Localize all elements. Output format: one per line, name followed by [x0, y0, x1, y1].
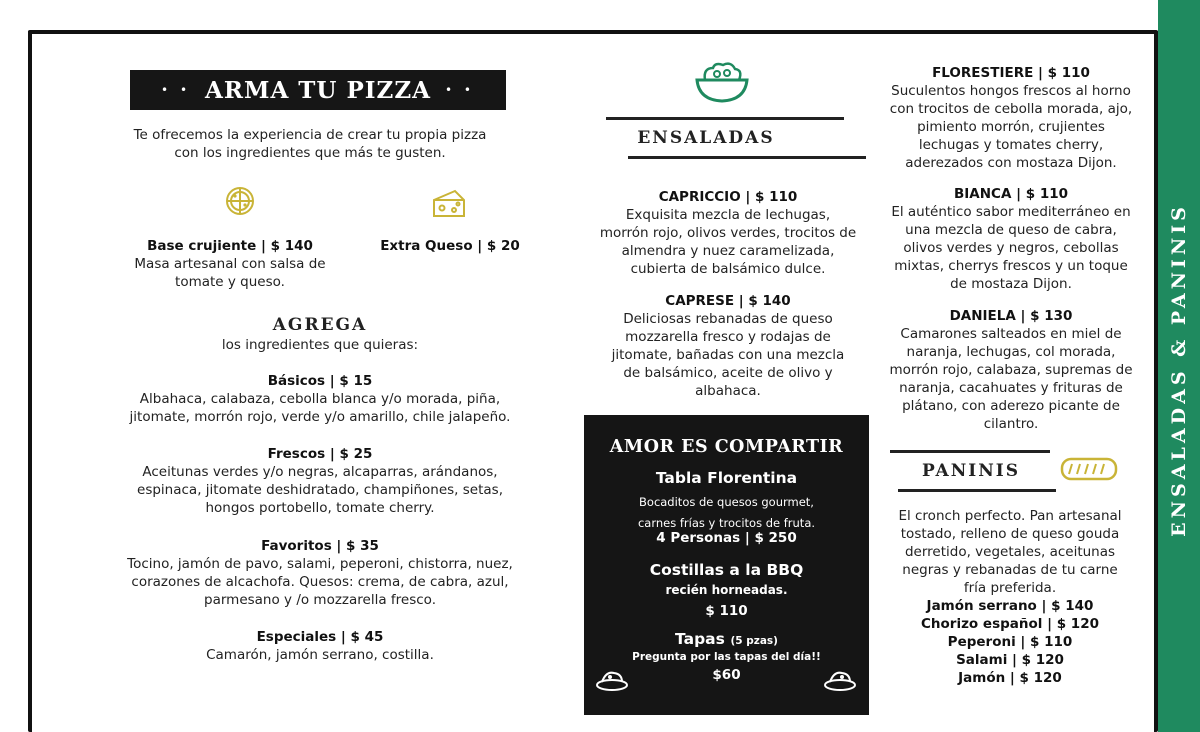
panini-icon — [1058, 454, 1120, 484]
agrega-subtitle: los ingredientes que quieras: — [221, 337, 419, 353]
salad-line: Deliciosas rebanadas de queso — [623, 311, 833, 327]
salad-line: naranja, lechugas, col morada, — [906, 344, 1116, 360]
paninis-desc — [868, 507, 1152, 597]
group-line: Aceitunas verdes y/o negras, alcaparras, arándanos, — [142, 464, 498, 480]
tapas-title: Tapas — [675, 630, 725, 648]
salad-line: cubierta de balsámico dulce. — [630, 261, 826, 277]
salad-line: almendra y nuez caramelizada, — [621, 243, 835, 259]
paninis-rule-top — [890, 450, 1050, 453]
salad-line: mozzarella fresco y rodajas de — [625, 329, 831, 345]
salad-line: naranja, cacahuates y frituras de — [899, 380, 1123, 396]
paninis-rule-bottom — [898, 489, 1056, 492]
group-title: Frescos | $ 25 — [267, 446, 373, 462]
panini-item: Peperoni | $ 110 — [947, 634, 1073, 650]
salad-line: mixtas, cherrys frescos y un toque — [894, 258, 1128, 274]
tabla-desc — [584, 492, 869, 534]
salad-line: jitomate, bañadas con una mezcla — [611, 347, 845, 363]
extra-queso-title: Extra Queso | $ 20 — [380, 238, 520, 254]
tabla-title: Tabla Florentina — [655, 469, 798, 487]
tapas-plate-icon-right — [822, 667, 858, 693]
salad-title: CAPRICCIO | $ 110 — [658, 189, 798, 205]
paninis-title: PANINIS — [922, 461, 1020, 481]
salad-title: BIANCA | $ 110 — [953, 186, 1069, 202]
amor-title: AMOR ES COMPARTIR — [609, 437, 844, 457]
salad-line: Exquisita mezcla de lechugas, — [625, 207, 831, 223]
salad-item — [868, 185, 1154, 293]
salad-line: con trocitos de cebolla morada, ajo, — [889, 101, 1133, 117]
costillas-sub: recién horneadas. — [665, 583, 788, 597]
intro-line: Te ofrecemos la experiencia de crear tu propia pizza — [133, 127, 487, 143]
salad-line: cilantro. — [983, 416, 1039, 432]
ensaladas-rule-bottom — [628, 156, 866, 159]
salad-item — [578, 188, 878, 278]
intro-line: con los ingredientes que más te gusten. — [174, 145, 446, 161]
paninis-desc-line: negras y rebanadas de tu carne — [902, 562, 1118, 578]
costillas-title: Costillas a la BBQ — [649, 561, 804, 579]
panini-item: Salami | $ 120 — [956, 652, 1064, 668]
group-title: Favoritos | $ 35 — [261, 538, 379, 554]
salad-line: pimiento morrón, crujientes — [917, 119, 1105, 135]
salad-line: aderezados con mostaza Dijon. — [905, 155, 1117, 171]
salad-line: El auténtico sabor mediterráneo en — [891, 204, 1131, 220]
salad-line: lechugas y tomates cherry, — [918, 137, 1104, 153]
base-desc: tomate y queso. — [175, 274, 285, 290]
group-line: Camarón, jamón serrano, costilla. — [206, 647, 434, 663]
group-line: parmesano y /o mozzarella fresco. — [204, 592, 436, 608]
group-title: Especiales | $ 45 — [256, 629, 384, 645]
ingredient-group — [90, 537, 550, 609]
salad-bowl-icon — [693, 60, 751, 104]
panini-item: Chorizo español | $ 120 — [921, 616, 1099, 632]
salad-title: DANIELA | $ 130 — [949, 308, 1073, 324]
group-line: hongos portobello, tomate cherry. — [205, 500, 435, 516]
cheese-icon — [431, 188, 467, 220]
salad-line: albahaca. — [695, 383, 761, 399]
salad-line: olivos verdes y negros, cebollas — [903, 240, 1119, 256]
ingredient-group — [90, 372, 550, 426]
paninis-list — [868, 597, 1152, 687]
group-line: espinaca, jitomate deshidratado, champiñones, setas, — [137, 482, 503, 498]
pizza-intro — [100, 126, 520, 162]
base-title: Base crujiente | $ 140 — [147, 238, 313, 254]
paninis-desc-line: El cronch perfecto. Pan artesanal — [898, 508, 1122, 524]
tapas-price: $60 — [712, 667, 741, 683]
tapas-sub: Pregunta por las tapas del día!! — [632, 651, 821, 663]
salad-item — [868, 307, 1154, 433]
tabla-price: 4 Personas | $ 250 — [656, 530, 797, 546]
panini-item: Jamón | $ 120 — [958, 670, 1062, 686]
group-line: jitomate, morrón rojo, verde y/o amarillo, chile jalapeño. — [129, 409, 511, 425]
panini-item: Jamón serrano | $ 140 — [926, 598, 1094, 614]
salad-line: Camarones salteados en miel de — [900, 326, 1122, 342]
pizza-icon — [224, 185, 256, 217]
pizza-title: ARMA TU PIZZA — [205, 76, 431, 104]
group-line: Tocino, jamón de pavo, salami, peperoni, chistorra, nuez, — [127, 556, 513, 572]
tapas-plate-icon-left — [594, 667, 630, 693]
base-desc: Masa artesanal con salsa de — [134, 256, 326, 272]
base-item — [110, 237, 350, 291]
paninis-desc-line: tostado, relleno de queso gouda — [900, 526, 1120, 542]
agrega-block — [170, 315, 470, 354]
salad-line: Suculentos hongos frescos al horno — [891, 83, 1131, 99]
tabla-line: Bocaditos de quesos gourmet, — [639, 495, 814, 509]
salad-item — [578, 292, 878, 400]
salad-line: una mezcla de queso de cabra, — [905, 222, 1117, 238]
salad-line: morrón rojo, olivos verdes, trocitos de — [599, 225, 857, 241]
group-line: Albahaca, calabaza, cebolla blanca y/o morada, piña, — [139, 391, 501, 407]
salad-line: morrón rojo, calabaza, supremas de — [889, 362, 1133, 378]
salad-line: de mostaza Dijon. — [950, 276, 1072, 292]
pizza-banner — [130, 70, 506, 110]
salad-title: FLORESTIERE | $ 110 — [932, 65, 1090, 81]
salad-title: CAPRESE | $ 140 — [665, 293, 791, 309]
salad-line: de balsámico, aceite de olivo y — [623, 365, 833, 381]
ensaladas-title: ENSALADAS — [637, 128, 775, 148]
amor-box — [584, 415, 869, 715]
costillas-price: $ 110 — [705, 603, 748, 619]
ensaladas-rule-top — [606, 117, 844, 120]
banner-dots-left: • • — [161, 83, 192, 97]
paninis-desc-line: derretido, vegetales, aceitunas — [904, 544, 1116, 560]
paninis-desc-line: fría preferida. — [963, 580, 1057, 596]
tapas-count: (5 pzas) — [730, 635, 778, 647]
ingredient-group — [90, 445, 550, 517]
banner-dots-right: • • — [444, 83, 475, 97]
agrega-title: AGREGA — [272, 315, 368, 335]
ingredient-group — [90, 628, 550, 664]
side-label: ENSALADAS & PANINIS — [1168, 203, 1190, 537]
group-line: corazones de alcachofa. Quesos: crema, de cabra, azul, — [131, 574, 509, 590]
tabla-line: carnes frías y trocitos de fruta. — [637, 516, 816, 530]
salad-item — [868, 64, 1154, 172]
salad-line: plátano, con aderezo picante de — [902, 398, 1120, 414]
group-title: Básicos | $ 15 — [267, 373, 373, 389]
extra-queso-item — [360, 237, 540, 255]
tapas-heading — [584, 629, 869, 648]
